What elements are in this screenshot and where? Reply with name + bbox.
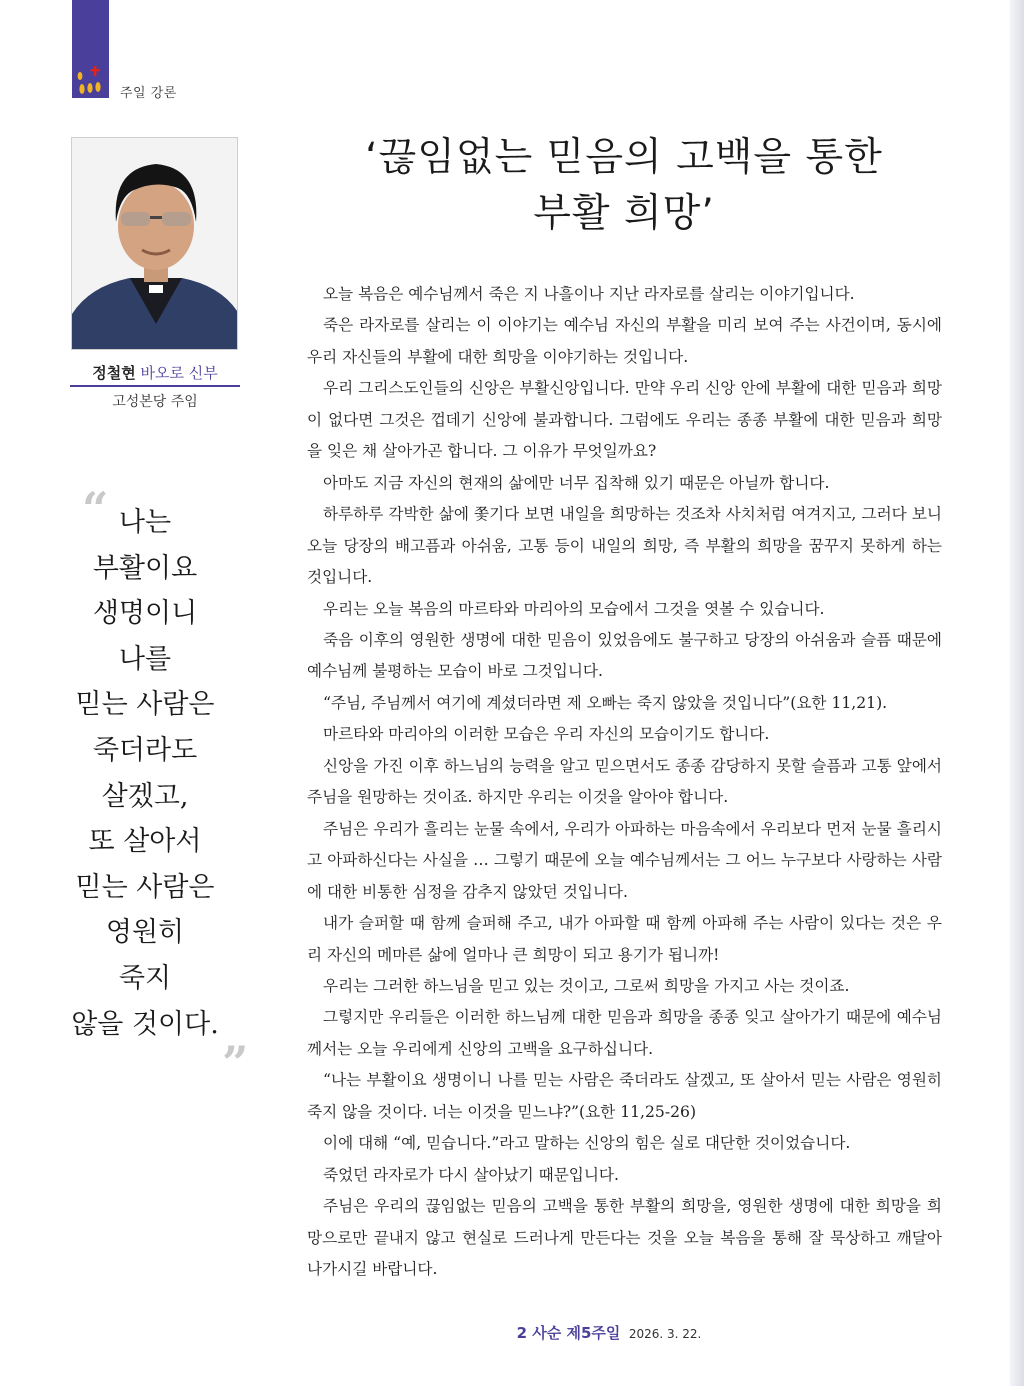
candle-cross-logo-icon [74, 62, 107, 96]
article-paragraph: 죽었던 라자로가 다시 살아났기 때문입니다. [323, 1165, 619, 1184]
pull-quote [50, 500, 240, 1047]
article-paragraph: 주님은 우리가 흘리는 눈물 속에서, 우리가 아파하는 마음속에서 우리보다 먼저 눈물 흘리시고 아파하신다는 사실을 … 그렇기 때문에 오늘 예수님께서는 그 어느 누구보다 사랑하는 사람에 대한 비통한 심정을 감추지 않았던 것입니다. [307, 819, 942, 901]
article-body [307, 279, 942, 1286]
article-paragraph: 신앙을 가진 이후 하느님의 능력을 알고 믿으면서도 종종 감당하지 못할 슬픔과 고통 앞에서 주님을 원망하는 것이죠. 하지만 우리는 이것을 알아야 합니다. [307, 756, 942, 807]
pull-quote-line: 믿는 사람은 [75, 871, 215, 903]
pull-quote-line: 살겠고, [101, 780, 189, 812]
article-paragraph: 하루하루 각박한 삶에 쫓기다 보면 내일을 희망하는 것조차 사치처럼 여겨지고, 그러다 보니 오늘 당장의 배고픔과 아쉬움, 고통 등이 내일의 희망, 즉 부활의 희망을 꿈꾸지 못하게 하는 것입니다. [307, 505, 942, 587]
section-label: 주일 강론 [120, 86, 177, 101]
article-paragraph: 마르타와 마리아의 이러한 모습은 우리 자신의 모습이기도 합니다. [323, 725, 770, 744]
footer-issue: 2 사순 제5주일 [516, 1324, 621, 1342]
article-paragraph: 이에 대해 “예, 믿습니다.”라고 말하는 신앙의 힘은 실로 대단한 것이었습니다. [323, 1134, 851, 1153]
article-paragraph: 우리는 그러한 하느님을 믿고 있는 것이고, 그로써 희망을 가지고 사는 것이죠. [323, 976, 850, 995]
pull-quote-line: 나는 [118, 507, 172, 538]
pull-quote-line: 않을 것이다. [71, 1008, 219, 1040]
article-title-line: 부활 희망’ [533, 191, 715, 236]
pull-quote-line: 생명이니 [92, 598, 198, 630]
article-paragraph: 주님은 우리의 끊임없는 믿음의 고백을 통한 부활의 희망을, 영원한 생명에 대한 희망을 희망으로만 끝내지 않고 현실로 드러나게 만든다는 것을 오늘 복음을 통해 잘 묵상하고 깨달아 나가시길 바랍니다. [307, 1197, 942, 1279]
article-paragraph: 우리는 오늘 복음의 마르타와 마리아의 모습에서 그것을 엿볼 수 있습니다. [323, 599, 825, 618]
pull-quote-line: 영원히 [105, 917, 185, 949]
article-title [306, 130, 942, 242]
open-quote-mark-icon: “ [82, 482, 109, 536]
section-tab [72, 0, 109, 98]
article-paragraph: “나는 부활이요 생명이니 나를 믿는 사람은 죽더라도 살겠고, 또 살아서 믿는 사람은 영원히 죽지 않을 것이다. 너는 이것을 믿느냐?”(요한 11,25-26) [307, 1071, 942, 1121]
author-divider [70, 385, 240, 387]
page-edge [1010, 0, 1024, 1386]
author-church: 고성본당 주임 [112, 394, 198, 410]
author-name-line [70, 362, 240, 383]
pull-quote-line: 또 살아서 [88, 826, 202, 858]
article-title-line: ‘끊임없는 믿음의 고백을 통한 [365, 135, 883, 180]
pull-quote-line: 죽더라도 [92, 734, 198, 766]
author-role: 바오로 신부 [140, 364, 218, 382]
article-paragraph: “주님, 주님께서 여기에 계셨더라면 제 오빠는 죽지 않았을 것입니다”(요한 11,21). [323, 693, 888, 712]
pull-quote-line: 믿는 사람은 [75, 689, 215, 721]
author-name: 정철현 [92, 364, 136, 382]
article-paragraph: 우리 그리스도인들의 신앙은 부활신앙입니다. 만약 우리 신앙 안에 부활에 대한 믿음과 희망이 없다면 그것은 껍데기 신앙에 불과합니다. 그럼에도 우리는 종종 부활에 대한 믿음과 희망을 잊은 채 살아가곤 합니다. 그 이유가 무엇일까요? [307, 379, 942, 461]
article-paragraph: 내가 슬퍼할 때 함께 슬퍼해 주고, 내가 아파할 때 함께 아파해 주는 사람이 있다는 것은 우리 자신의 메마른 삶에 얼마나 큰 희망이 되고 용기가 됩니까! [307, 914, 942, 964]
close-quote-mark-icon: ” [222, 1036, 249, 1090]
article-paragraph: 죽은 라자로를 살리는 이 이야기는 예수님 자신의 부활을 미리 보여 주는 사건이며, 동시에 우리 자신들의 부활에 대한 희망을 이야기하는 것입니다. [307, 316, 942, 366]
footer-date: 2026. 3. 22. [628, 1327, 702, 1341]
article-paragraph: 오늘 복음은 예수님께서 죽은 지 나흘이나 지난 라자로를 살리는 이야기입니다. [323, 285, 855, 303]
pull-quote-line: 나를 [118, 643, 172, 675]
page-footer [306, 1322, 912, 1343]
pull-quote-line: 부활이요 [92, 552, 198, 584]
article-paragraph: 그렇지만 우리들은 이러한 하느님께 대한 믿음과 희망을 종종 잊고 살아가기 때문에 예수님께서는 오늘 우리에게 신앙의 고백을 요구하십니다. [307, 1008, 942, 1058]
priest-portrait-icon [72, 138, 238, 350]
article-paragraph: 아마도 지금 자신의 현재의 삶에만 너무 집착해 있기 때문은 아닐까 합니다. [323, 473, 830, 492]
pull-quote-line: 죽지 [118, 962, 172, 994]
author-photo [71, 137, 238, 350]
article-paragraph: 죽음 이후의 영원한 생명에 대한 믿음이 있었음에도 불구하고 당장의 아쉬움과 슬픔 때문에 예수님께 불평하는 모습이 바로 그것입니다. [307, 630, 942, 681]
